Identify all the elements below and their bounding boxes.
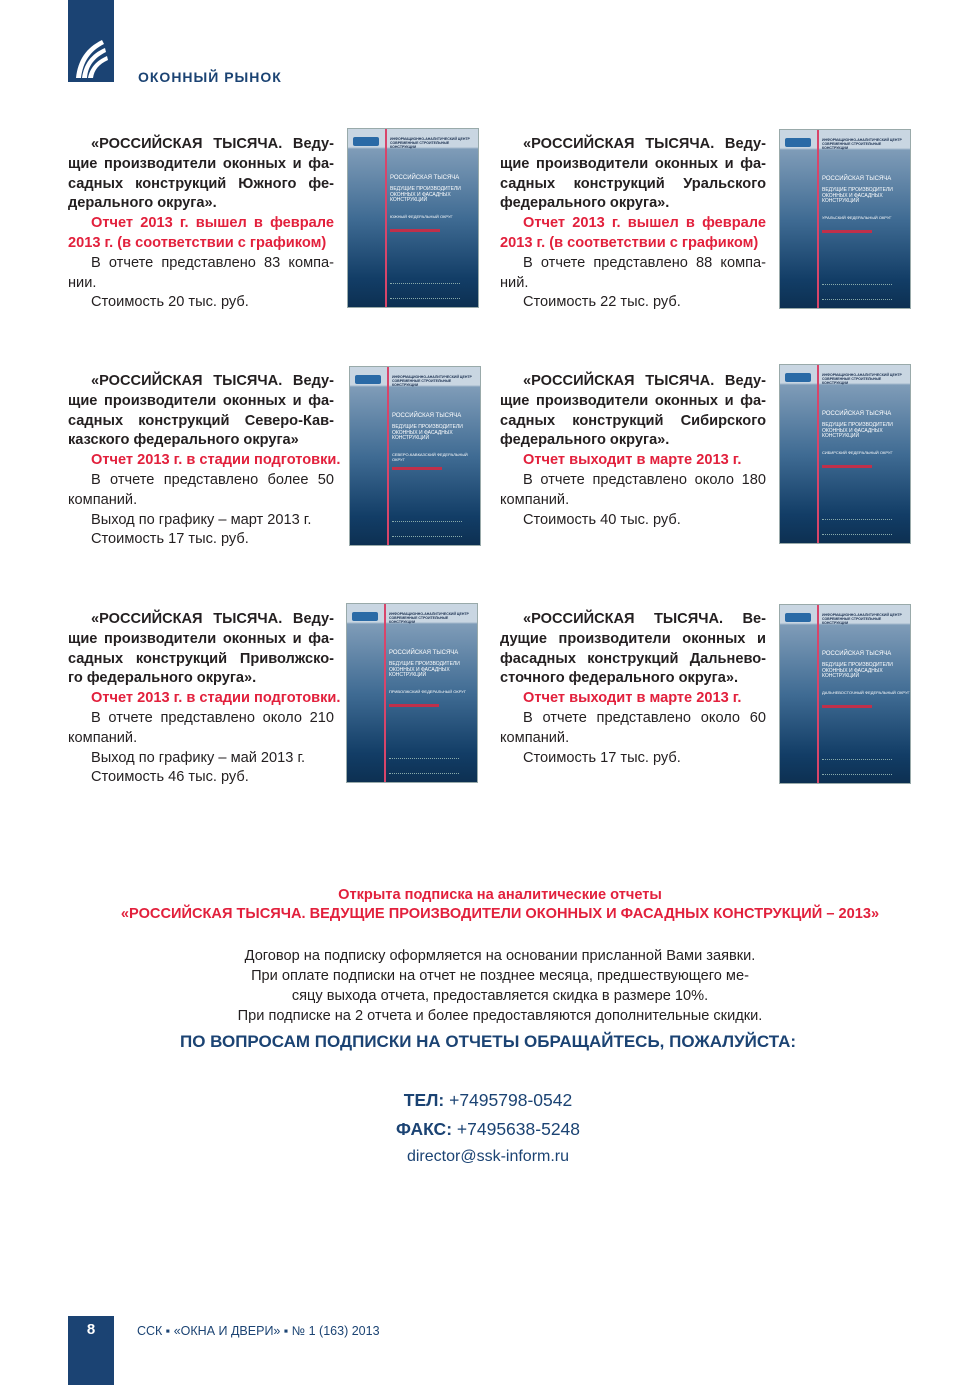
subscription-line: сяцу выхода отчета, предоставляется скидка в размере 10%. bbox=[291, 988, 709, 1004]
header-bar bbox=[68, 0, 114, 82]
cover-red-bar bbox=[389, 704, 439, 707]
report-cover-image bbox=[779, 604, 911, 784]
cover-logo-icon bbox=[352, 612, 378, 621]
cover-footer bbox=[389, 758, 459, 774]
cover-title: РОССИЙСКАЯ ТЫСЯЧА bbox=[822, 651, 892, 657]
report-title: садных конструкций Уральского bbox=[500, 175, 766, 192]
phone-line bbox=[0, 1090, 980, 1111]
cover-org: ИНФОРМАЦИОННО-АНАЛИТИЧЕСКИЙ ЦЕНТР СОВРЕМЕННЫЕ СТРОИТЕЛЬНЫЕ КОНСТРУКЦИИ bbox=[822, 373, 902, 385]
report-title: садных конструкций Сибирского bbox=[500, 412, 766, 429]
report-status: Отчет 2013 г. вышел в феврале bbox=[523, 215, 766, 232]
report-detail: В отчете представлено 88 компа- bbox=[523, 254, 766, 271]
cover-subtitle: ВЕДУЩИЕ ПРОИЗВОДИТЕЛИ ОКОННЫХ И ФАСАДНЫХ КОНСТРУКЦИЙ bbox=[822, 187, 893, 204]
report-detail: Стоимость 22 тыс. руб. bbox=[523, 294, 681, 311]
fax-number: +7495638-5248 bbox=[456, 1119, 581, 1139]
report-entry bbox=[500, 135, 766, 313]
cover-title: РОССИЙСКАЯ ТЫСЯЧА bbox=[822, 411, 892, 417]
cover-region: ПРИВОЛЖСКИЙ ФЕДЕРАЛЬНЫЙ ОКРУГ bbox=[389, 689, 467, 694]
subscription-text bbox=[0, 946, 980, 1026]
report-title: щие производители оконных и фа- bbox=[68, 392, 334, 409]
cover-red-bar bbox=[822, 705, 872, 708]
report-detail: Стоимость 17 тыс. руб. bbox=[523, 749, 681, 766]
phone-number[interactable]: +7495798-0542 bbox=[449, 1090, 573, 1110]
report-detail: нии. bbox=[68, 274, 97, 291]
cover-logo-icon bbox=[785, 373, 811, 382]
report-entry bbox=[500, 610, 766, 768]
report-status: 2013 г. (в соответствии с графиком) bbox=[68, 234, 327, 251]
cover-stripe bbox=[817, 130, 819, 308]
report-entry bbox=[500, 372, 766, 530]
report-title: «РОССИЙСКАЯ ТЫСЯЧА. Веду- bbox=[523, 136, 766, 152]
cover-subtitle: ВЕДУЩИЕ ПРОИЗВОДИТЕЛИ ОКОННЫХ И ФАСАДНЫХ КОНСТРУКЦИЙ bbox=[390, 186, 461, 203]
report-detail: ний. bbox=[500, 274, 529, 291]
cover-footer bbox=[822, 284, 892, 300]
report-title: сточного федерального округа». bbox=[500, 670, 739, 687]
report-title: федерального округа». bbox=[500, 195, 670, 212]
cover-title: РОССИЙСКАЯ ТЫСЯЧА bbox=[389, 650, 459, 656]
cover-region: СЕВЕРО-КАВКАЗСКИЙ ФЕДЕРАЛЬНЫЙ ОКРУГ bbox=[392, 452, 468, 462]
cover-stripe bbox=[817, 605, 819, 783]
cover-stripe bbox=[384, 604, 386, 782]
report-detail: В отчете представлено около 210 bbox=[91, 709, 334, 726]
cover-title: РОССИЙСКАЯ ТЫСЯЧА bbox=[822, 176, 892, 182]
report-title: фасадных конструкций Дальнево- bbox=[500, 650, 766, 667]
cover-logo-icon bbox=[785, 613, 811, 622]
report-cover-image bbox=[347, 128, 479, 308]
report-cover-image bbox=[779, 364, 911, 544]
report-title: федерального округа». bbox=[500, 432, 670, 449]
email-link[interactable]: director@ssk-inform.ru bbox=[406, 1148, 570, 1165]
cover-org: ИНФОРМАЦИОННО-АНАЛИТИЧЕСКИЙ ЦЕНТР СОВРЕМЕННЫЕ СТРОИТЕЛЬНЫЕ КОНСТРУКЦИИ bbox=[390, 137, 470, 149]
section-title: ОКОННЫЙ РЫНОК bbox=[138, 69, 282, 85]
subscription-line: При подписке на 2 отчета и более предоставляются дополнительные скидки. bbox=[237, 1008, 763, 1024]
report-cover-image bbox=[349, 366, 481, 546]
report-status: Отчет выходит в марте 2013 г. bbox=[523, 690, 742, 707]
report-detail: Выход по графику – май 2013 г. bbox=[91, 749, 306, 766]
report-cover-image bbox=[346, 603, 478, 783]
report-detail: Выход по графику – март 2013 г. bbox=[91, 511, 312, 528]
report-status: Отчет 2013 г. в стадии подготовки. bbox=[91, 452, 341, 469]
contact-call: ПО ВОПРОСАМ ПОДПИСКИ НА ОТЧЕТЫ ОБРАЩАЙТЕСЬ, ПОЖАЛУЙСТА: bbox=[179, 1032, 797, 1051]
report-title: щие производители оконных и фа- bbox=[500, 155, 766, 172]
cover-org: ИНФОРМАЦИОННО-АНАЛИТИЧЕСКИЙ ЦЕНТР СОВРЕМЕННЫЕ СТРОИТЕЛЬНЫЕ КОНСТРУКЦИИ bbox=[389, 612, 469, 624]
subscription-line: При оплате подписки на отчет не позднее месяца, предшествующего ме- bbox=[251, 968, 749, 984]
report-status: Отчет выходит в марте 2013 г. bbox=[523, 452, 742, 469]
report-detail: компаний. bbox=[500, 729, 570, 746]
subscription-heading: Открыта подписка на аналитические отчеты bbox=[338, 887, 662, 903]
cover-org: ИНФОРМАЦИОННО-АНАЛИТИЧЕСКИЙ ЦЕНТР СОВРЕМЕННЫЕ СТРОИТЕЛЬНЫЕ КОНСТРУКЦИИ bbox=[392, 375, 472, 387]
cover-title: РОССИЙСКАЯ ТЫСЯЧА bbox=[392, 413, 462, 419]
report-cover-image bbox=[779, 129, 911, 309]
report-title: садных конструкций Северо-Кав- bbox=[68, 412, 334, 429]
report-title: садных конструкций Приволжско- bbox=[68, 650, 334, 667]
cover-red-bar bbox=[822, 230, 872, 233]
report-detail: Стоимость 40 тыс. руб. bbox=[523, 511, 681, 528]
cover-org: ИНФОРМАЦИОННО-АНАЛИТИЧЕСКИЙ ЦЕНТР СОВРЕМЕННЫЕ СТРОИТЕЛЬНЫЕ КОНСТРУКЦИИ bbox=[822, 138, 902, 150]
phone-label: ТЕЛ: bbox=[403, 1090, 445, 1110]
report-entry bbox=[68, 135, 334, 313]
cover-region: СИБИРСКИЙ ФЕДЕРАЛЬНЫЙ ОКРУГ bbox=[822, 450, 893, 455]
cover-region: ДАЛЬНЕВОСТОЧНЫЙ ФЕДЕРАЛЬНЫЙ ОКРУГ bbox=[822, 690, 910, 695]
cover-subtitle: ВЕДУЩИЕ ПРОИЗВОДИТЕЛИ ОКОННЫХ И ФАСАДНЫХ КОНСТРУКЦИЙ bbox=[822, 662, 893, 679]
report-title: «РОССИЙСКАЯ ТЫСЯЧА. Веду- bbox=[91, 611, 334, 627]
cover-footer bbox=[390, 283, 460, 299]
cover-stripe bbox=[817, 365, 819, 543]
cover-region: УРАЛЬСКИЙ ФЕДЕРАЛЬНЫЙ ОКРУГ bbox=[822, 215, 892, 220]
cover-footer bbox=[392, 521, 462, 537]
fax-label: ФАКС: bbox=[395, 1119, 453, 1139]
cover-footer bbox=[822, 759, 892, 775]
report-detail: Стоимость 17 тыс. руб. bbox=[91, 531, 249, 548]
cover-stripe bbox=[387, 367, 389, 545]
report-detail: В отчете представлено более 50 bbox=[91, 471, 334, 488]
cover-footer bbox=[822, 519, 892, 535]
report-title: го федерального округа». bbox=[68, 670, 257, 687]
cover-red-bar bbox=[390, 229, 440, 232]
cover-org: ИНФОРМАЦИОННО-АНАЛИТИЧЕСКИЙ ЦЕНТР СОВРЕМЕННЫЕ СТРОИТЕЛЬНЫЕ КОНСТРУКЦИИ bbox=[822, 613, 902, 625]
fax-line bbox=[0, 1119, 980, 1140]
report-detail: компаний. bbox=[68, 491, 138, 508]
report-detail: В отчете представлено около 180 bbox=[523, 471, 766, 488]
report-entry bbox=[68, 372, 341, 550]
report-title: «РОССИЙСКАЯ ТЫСЯЧА. Ве- bbox=[523, 611, 766, 627]
cover-logo-icon bbox=[355, 375, 381, 384]
report-detail: В отчете представлено 83 компа- bbox=[91, 254, 334, 271]
report-detail: В отчете представлено около 60 bbox=[523, 709, 766, 726]
report-detail: Стоимость 46 тыс. руб. bbox=[91, 769, 249, 786]
cover-logo-icon bbox=[353, 137, 379, 146]
cover-red-bar bbox=[822, 465, 872, 468]
cover-stripe bbox=[385, 129, 387, 307]
cover-subtitle: ВЕДУЩИЕ ПРОИЗВОДИТЕЛИ ОКОННЫХ И ФАСАДНЫХ КОНСТРУКЦИЙ bbox=[392, 424, 463, 441]
report-status: Отчет 2013 г. вышел в феврале bbox=[91, 215, 334, 232]
report-title: «РОССИЙСКАЯ ТЫСЯЧА. Веду- bbox=[91, 373, 334, 389]
report-title: щие производители оконных и фа- bbox=[500, 392, 766, 409]
cover-region: ЮЖНЫЙ ФЕДЕРАЛЬНЫЙ ОКРУГ bbox=[390, 214, 453, 219]
subscription-series-title: «РОССИЙСКАЯ ТЫСЯЧА. ВЕДУЩИЕ ПРОИЗВОДИТЕЛИ ОКОННЫХ И ФАСАДНЫХ КОНСТРУКЦИЙ – 2013» bbox=[120, 906, 880, 922]
report-entry bbox=[68, 610, 341, 788]
cover-red-bar bbox=[392, 467, 442, 470]
report-detail: компаний. bbox=[500, 491, 570, 508]
report-title: щие производители оконных и фа- bbox=[68, 630, 334, 647]
report-title: казского федерального округа» bbox=[68, 432, 299, 449]
report-status: Отчет 2013 г. в стадии подготовки. bbox=[91, 690, 341, 707]
cover-title: РОССИЙСКАЯ ТЫСЯЧА bbox=[390, 175, 460, 181]
report-title: садных конструкций Южного фе- bbox=[68, 175, 334, 192]
footer-text: ССК ▪ «ОКНА И ДВЕРИ» ▪ № 1 (163) 2013 bbox=[137, 1324, 380, 1338]
report-detail: компаний. bbox=[68, 729, 138, 746]
logo-icon bbox=[72, 36, 110, 80]
report-title: щие производители оконных и фа- bbox=[68, 155, 334, 172]
page-number: 8 bbox=[68, 1316, 114, 1385]
subscription-line: Договор на подписку оформляется на основании присланной Вами заявки. bbox=[244, 948, 756, 964]
report-detail: Стоимость 20 тыс. руб. bbox=[91, 294, 249, 311]
cover-subtitle: ВЕДУЩИЕ ПРОИЗВОДИТЕЛИ ОКОННЫХ И ФАСАДНЫХ КОНСТРУКЦИЙ bbox=[822, 422, 893, 439]
report-title: «РОССИЙСКАЯ ТЫСЯЧА. Веду- bbox=[91, 136, 334, 152]
report-title: дущие производители оконных и bbox=[500, 630, 766, 647]
report-status: 2013 г. (в соответствии с графиком) bbox=[500, 234, 759, 251]
cover-subtitle: ВЕДУЩИЕ ПРОИЗВОДИТЕЛИ ОКОННЫХ И ФАСАДНЫХ КОНСТРУКЦИЙ bbox=[389, 661, 460, 678]
report-title: дерального округа». bbox=[68, 195, 217, 212]
cover-logo-icon bbox=[785, 138, 811, 147]
report-title: «РОССИЙСКАЯ ТЫСЯЧА. Веду- bbox=[523, 373, 766, 389]
